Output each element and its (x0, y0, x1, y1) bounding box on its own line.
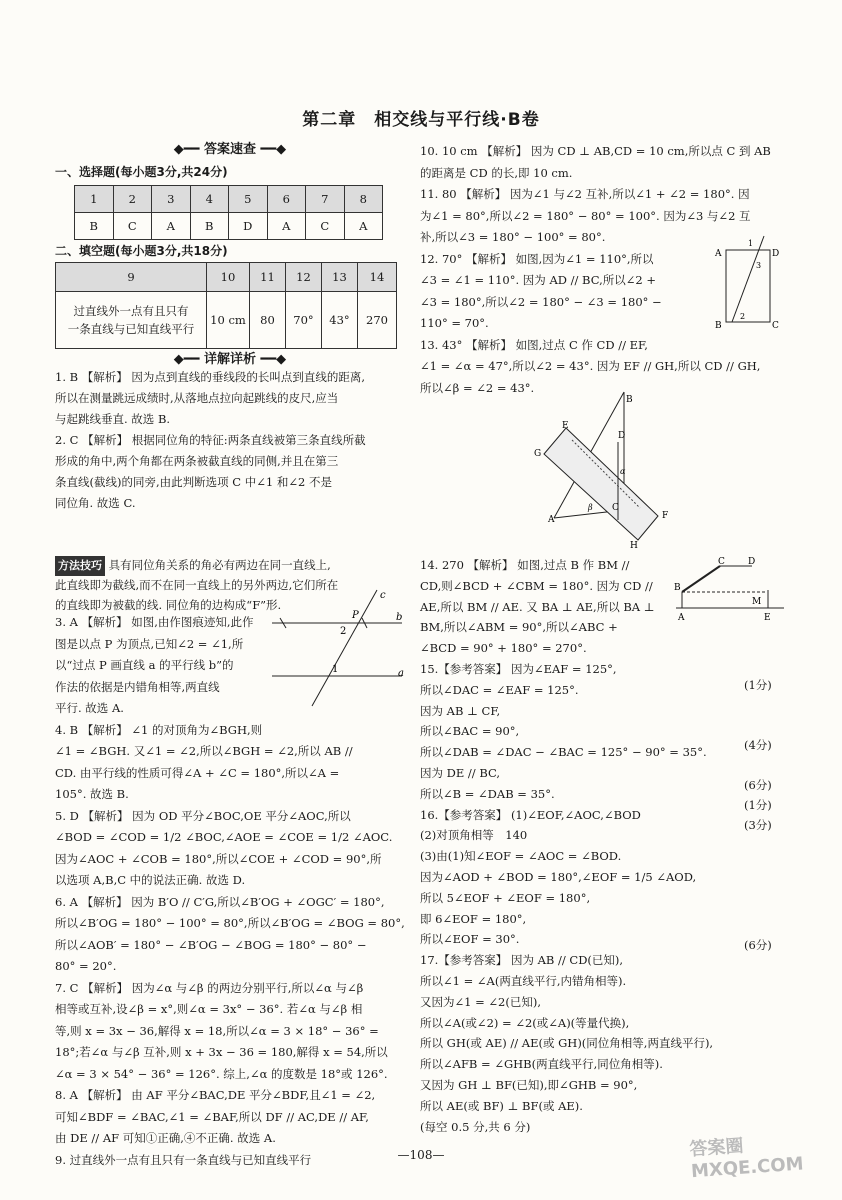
fill-num-10: 10 (207, 263, 250, 292)
tip-label: 方法技巧 (55, 556, 105, 576)
label-C: C (718, 557, 725, 567)
right-lines-2-26: 所以 AE(或 BF) ⊥ BF(或 AE). (420, 1098, 583, 1113)
label-1: 1 (748, 239, 754, 248)
fill-answer-11: 80 (250, 292, 286, 349)
label-H: H (630, 541, 638, 550)
left-lines-2-9: 5. D 【解析】 因为 OD 平分∠BOC,OE 平分∠AOC,所以 (55, 808, 351, 823)
right-lines-2-24: 所以∠AFB = ∠GHB(两直线平行,同位角相等). (420, 1057, 663, 1072)
label-G: G (534, 449, 542, 459)
left-lines-5: 条直线(截线)的同旁,由此判断选项 C 中∠1 和∠2 不是 (55, 475, 332, 489)
label-D: D (748, 557, 756, 567)
tip-line-1: 此直线即为截线,而不在同一直线上的另外两边,它们所在 (55, 578, 339, 592)
watermark: 答案圈 MXQE.COM (688, 1135, 805, 1183)
left-lines-2-21: ∠α = 3 × 54° − 36° = 126°. 综上,∠α 的度数是 18°或 126°. (55, 1066, 388, 1081)
choice-answer-8: A (344, 213, 383, 240)
answers-heading: ◆━━ 答案速查 ━━◆ (173, 142, 287, 157)
left-lines-4: 形成的角中,两个角都在两条被截直线的同侧,并且在第三 (55, 454, 339, 468)
choice-answer-6: A (267, 213, 306, 240)
fold-line (732, 236, 764, 322)
choice-num-8: 8 (344, 186, 383, 213)
choice-answer-4: B (190, 213, 229, 240)
left-lines-2-2: 以“过点 P 画直线 a 的平行线 b”的 (55, 658, 234, 672)
label-B: B (626, 395, 633, 405)
right-lines-2: 11. 80 【解析】 因为∠1 与∠2 互补,所以∠1 + ∠2 = 180°. 因 (420, 187, 750, 201)
left-lines-2-13: 6. A 【解析】 因为 B′O // C′G,所以∠B′OG + ∠OGC′ = 180°, (55, 894, 385, 909)
left-lines-2-11: 因为∠AOC + ∠COB = 180°,所以∠COE + ∠COD = 90°,所 (55, 851, 382, 866)
label-p: P (352, 610, 359, 621)
left-lines-2-5: 4. B 【解析】 ∠1 的对顶角为∠BGH,则 (55, 722, 263, 737)
score-16-2: (3分) (744, 818, 772, 832)
choice-heading: 一、选择题(每小题3分,共24分) (55, 165, 228, 179)
left-lines-2-7: CD. 由平行线的性质可得∠A + ∠C = 180°,所以∠A = (55, 765, 340, 780)
right-lines-7: ∠3 = 180°,所以∠2 = 180° − ∠3 = 180° − (420, 294, 662, 309)
right-lines-2-2: AE,所以 BM // AE. 又 BA ⊥ AE,所以 BA ⊥ (420, 599, 655, 614)
right-lines-8: 110° = 70°. (420, 316, 489, 330)
choice-num-6: 6 (267, 186, 306, 213)
right-lines-2-14: (3)由(1)知∠EOF = ∠AOC = ∠BOD. (420, 849, 622, 864)
left-lines-2-14: 所以∠B′OG = 180° − 100° = 80°,所以∠B′OG = ∠BOG = 80°, (55, 916, 405, 930)
left-lines-2-22: 8. A 【解析】 由 AF 平分∠BAC,DE 平分∠BDF,且∠1 = ∠2, (55, 1088, 376, 1102)
fill-heading: 二、填空题(每小题3分,共18分) (55, 244, 228, 258)
label-F: F (662, 511, 669, 521)
choice-answer-7: C (306, 213, 345, 240)
label-E: E (764, 613, 771, 622)
choice-answer-5: D (229, 213, 268, 240)
right-lines-2-21: 又因为∠1 = ∠2(已知), (420, 994, 541, 1009)
left-lines-2-8: 105°. 故选 B. (55, 787, 129, 801)
right-lines-2-6: 所以∠DAC = ∠EAF = 125°. (420, 682, 579, 697)
figure-q12 (712, 234, 787, 329)
right-lines-2-7: 因为 AB ⊥ CF, (420, 703, 501, 718)
label-3: 3 (756, 261, 762, 270)
label-c: c (380, 590, 386, 601)
fill-answer-13: 43° (322, 292, 358, 349)
score-15-2: (4分) (744, 738, 772, 752)
right-lines-3: 为∠1 = 80°,所以∠2 = 180° − 80° = 100°. 因为∠3 与∠2 互 (420, 208, 751, 223)
right-lines-2-11: 所以∠B = ∠DAB = 35°. (420, 786, 555, 801)
right-lines-2-4: ∠BCD = 90° + 180° = 270°. (420, 641, 587, 656)
right-lines-2-17: 即 6∠EOF = 180°, (420, 911, 527, 926)
label-2: 2 (340, 626, 347, 637)
left-lines-2-1: 图是以点 P 为顶点,已知∠2 = ∠1,所 (55, 636, 244, 651)
score-15-1: (1分) (744, 678, 772, 692)
right-lines-2-5: 15.【参考答案】 因为∠EAF = 125°, (420, 662, 617, 676)
label-A: A (678, 613, 685, 622)
left-lines-2-19: 等,则 x = 3x − 36,解得 x = 18,所以∠α = 3 × 18° − 36° = (55, 1023, 379, 1038)
left-lines-2-15: 所以∠AOB′ = 180° − ∠B′OG − ∠BOG = 180° − 80° − (55, 937, 367, 952)
score-16-3: (6分) (744, 938, 772, 952)
left-lines-0: 1. B 【解析】 因为点到直线的垂线段的长叫点到直线的距离, (55, 370, 366, 384)
tip-line-0: 方法技巧 具有同位角关系的角必有两边在同一直线上, (55, 555, 331, 576)
fill-answer-9: 过直线外一点有且只有 一条直线与已知直线平行 (56, 292, 207, 349)
choice-num-2: 2 (113, 186, 152, 213)
right-lines-2-25: 又因为 GH ⊥ BF(已知),即∠GHB = 90°, (420, 1078, 638, 1092)
left-lines-1: 所以在测量跳远成绩时,从落地点拉向起跳线的皮尺,应当 (55, 391, 339, 405)
label-beta: β (588, 503, 593, 512)
choice-num-5: 5 (229, 186, 268, 213)
left-lines-2-10: ∠BOD = ∠COD = 1/2 ∠BOC,∠AOE = ∠COE = 1/2 ∠AOC. (55, 830, 393, 844)
left-lines-3: 2. C 【解析】 根据同位角的特征:两条直线被第三条直线所截 (55, 433, 366, 447)
right-lines-5: 12. 70° 【解析】 如图,因为∠1 = 110°,所以 (420, 251, 654, 266)
fill-num-12: 12 (286, 263, 322, 292)
right-lines-11: 所以∠β = ∠2 = 43°. (420, 380, 535, 395)
left-lines-2-18: 相等或互补,设∠β = x°,则∠α = 3x° − 36°. 若∠α 与∠β 相 (55, 1002, 363, 1016)
left-lines-2-6: ∠1 = ∠BGH. 又∠1 = ∠2,所以∠BGH = ∠2,所以 AB // (55, 744, 353, 758)
figure-q13 (532, 390, 682, 550)
left-lines-6: 同位角. 故选 C. (55, 496, 136, 510)
label-b: b (396, 612, 403, 623)
right-lines-6: ∠3 = ∠1 = 110°. 因为 AD // BC,所以∠2 + (420, 273, 657, 287)
choice-answer-1: B (75, 213, 114, 240)
label-1: 1 (332, 664, 339, 675)
right-lines-2-15: 因为∠AOD + ∠BOD = 180°,∠EOF = 1/5 ∠AOD, (420, 870, 697, 884)
score-15-3: (6分) (744, 778, 772, 792)
figure-q14 (672, 556, 787, 622)
label-A: A (548, 515, 555, 525)
right-lines-2-9: 所以∠DAB = ∠DAC − ∠BAC = 125° − 90° = 35°. (420, 745, 707, 760)
choice-num-3: 3 (152, 186, 191, 213)
label-D: D (618, 431, 626, 441)
left-lines-2-0: 3. A 【解析】 如图,由作图痕迹知,此作 (55, 615, 254, 629)
choice-num-4: 4 (190, 186, 229, 213)
choice-answer-table (74, 185, 383, 240)
label-alpha: α (620, 467, 626, 476)
right-lines-10: ∠1 = ∠α = 47°,所以∠2 = 43°. 因为 EF // GH,所以 CD // GH, (420, 359, 761, 373)
right-lines-2-18: 所以∠EOF = 30°. (420, 932, 520, 947)
left-lines-2: 与起跳线垂直. 故选 B. (55, 412, 171, 426)
label-M: M (752, 597, 762, 607)
right-lines-2-27: (每空 0.5 分,共 6 分) (420, 1119, 531, 1134)
label-C: C (612, 503, 619, 513)
right-lines-2-3: BM,所以∠ABM = 90°,所以∠ABC + (420, 620, 618, 635)
label-A: A (715, 249, 722, 259)
left-lines-2-24: 由 DE // AF 可知①正确,④不正确. 故选 A. (55, 1131, 276, 1145)
left-lines-2-20: 18°;若∠α 与∠β 互补,则 x + 3x − 36 = 180,解得 x = 54,所以 (55, 1045, 388, 1059)
choice-num-1: 1 (75, 186, 114, 213)
right-lines-4: 补,所以∠3 = 180° − 100° = 80°. (420, 230, 606, 244)
choice-answer-3: A (152, 213, 191, 240)
right-lines-9: 13. 43° 【解析】 如图,过点 C 作 CD // EF, (420, 337, 648, 352)
right-lines-2-23: 所以 GH(或 AE) // AE(或 GH)(同位角相等,两直线平行), (420, 1036, 714, 1051)
left-lines-2-16: 80° = 20°. (55, 959, 117, 973)
tip-line-2: 的直线即为被截的线. 同位角的边构成“F”形. (55, 598, 282, 612)
left-lines-2-25: 9. 过直线外一点有且只有一条直线与已知直线平行 (55, 1152, 312, 1167)
label-a: a (398, 668, 404, 679)
choice-num-7: 7 (306, 186, 345, 213)
left-lines-2-3: 作法的依据是内错角相等,两直线 (55, 679, 220, 694)
right-lines-2-16: 所以 5∠EOF + ∠EOF = 180°, (420, 890, 591, 905)
right-lines-2-13: (2)对顶角相等 140 (420, 828, 528, 843)
details-heading: ◆━━ 详解详析 ━━◆ (173, 352, 287, 367)
label-2: 2 (740, 312, 746, 321)
line-c (312, 590, 377, 706)
label-B: B (674, 583, 681, 593)
page-number: —108— (397, 1148, 445, 1162)
label-B: B (715, 321, 722, 329)
left-lines-2-12: 以选项 A,B,C 中的说法正确. 故选 D. (55, 873, 246, 887)
right-lines-2-1: CD,则∠BCD + ∠CBM = 180°. 因为 CD // (420, 578, 653, 593)
fill-answer-table (55, 262, 397, 349)
right-lines-2-12: 16.【参考答案】 (1)∠EOF,∠AOC,∠BOD (420, 807, 641, 822)
ruler (544, 428, 658, 540)
right-lines-2-10: 因为 DE // BC, (420, 766, 501, 780)
right-lines-2-19: 17.【参考答案】 因为 AB // CD(已知), (420, 953, 624, 968)
right-lines-2-0: 14. 270 【解析】 如图,过点 B 作 BM // (420, 558, 630, 572)
rectangle-abcd (726, 250, 770, 322)
score-16-1: (1分) (744, 798, 772, 812)
fill-answer-12: 70° (286, 292, 322, 349)
left-lines-2-23: 可知∠BDF = ∠BAC,∠1 = ∠BAF,所以 DF // AC,DE // AF, (55, 1109, 369, 1124)
right-lines-2-22: 所以∠A(或∠2) = ∠2(或∠A)(等量代换), (420, 1015, 630, 1030)
left-lines-2-4: 平行. 故选 A. (55, 701, 124, 715)
fill-num-14: 14 (358, 263, 397, 292)
fill-answer-14: 270 (358, 292, 397, 349)
fill-num-13: 13 (322, 263, 358, 292)
right-lines-2-20: 所以∠1 = ∠A(两直线平行,内错角相等). (420, 974, 627, 988)
right-lines-1: 的距离是 CD 的长,即 10 cm. (420, 165, 573, 180)
right-lines-0: 10. 10 cm 【解析】 因为 CD ⊥ AB,CD = 10 cm,所以点 C 到 AB (420, 144, 771, 158)
label-D: D (772, 249, 780, 259)
fill-num-11: 11 (250, 263, 286, 292)
label-E: E (562, 421, 569, 431)
page-title: 第二章 相交线与平行线·B卷 (302, 110, 540, 130)
figure-q3 (272, 588, 410, 710)
fill-answer-10: 10 cm (207, 292, 250, 349)
choice-answer-2: C (113, 213, 152, 240)
left-lines-2-17: 7. C 【解析】 因为∠α 与∠β 的两边分别平行,所以∠α 与∠β (55, 980, 364, 995)
right-lines-2-8: 所以∠BAC = 90°, (420, 724, 520, 739)
label-C: C (772, 321, 779, 329)
fill-num-9: 9 (56, 263, 207, 292)
